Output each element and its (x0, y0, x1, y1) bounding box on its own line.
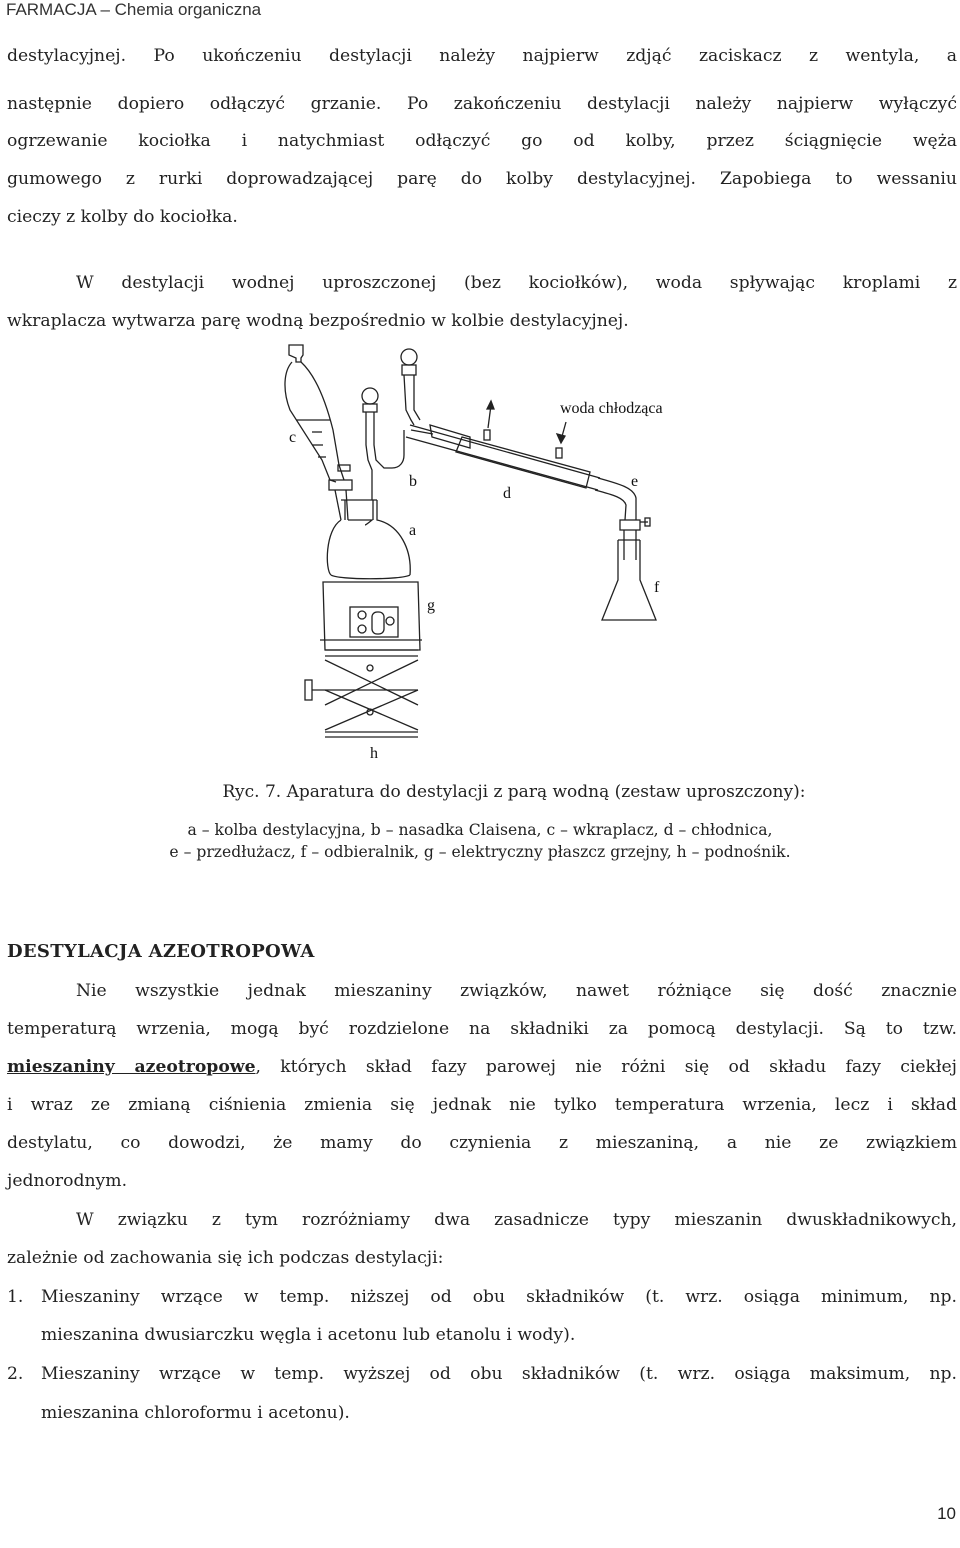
intro-line: cieczy z kolby do kociołka. (7, 207, 238, 227)
receiver-flask-drawing (602, 540, 656, 620)
list-item-text: mieszanina dwusiarczku węgla i acetonu lub etanolu i wody). (41, 1325, 576, 1345)
label-a: a (409, 522, 417, 539)
claisen-adapter-drawing (362, 349, 433, 500)
intro-line: ogrzewanie kociołka i natychmiast odłączyć go od kolby, przez ściągnięcie węża (7, 131, 957, 151)
heating-mantle-drawing (320, 575, 422, 650)
intro-line: destylacyjnej. Po ukończeniu destylacji należy najpierw zdjąć zaciskacz z wentyla, a (7, 46, 957, 66)
adapter-drawing (595, 478, 650, 560)
simplified-line: wkraplacza wytwarza parę wodną bezpośrednio w kolbie destylacyjnej. (7, 311, 629, 331)
lab-jack-drawing (305, 650, 418, 737)
paragraph-line: jednorodnym. (7, 1171, 128, 1191)
label-d: d (503, 485, 511, 502)
simplified-line: W destylacji wodnej uproszczonej (bez kociołków), woda spływając kroplami z (76, 273, 957, 293)
paragraph-line: zależnie od zachowania się ich podczas destylacji: (7, 1248, 444, 1268)
term-azeotropic-mixtures: mieszaniny azeotropowe (7, 1057, 256, 1077)
list-number: 1. (7, 1287, 24, 1307)
paragraph-line: Nie wszystkie jednak mieszaniny związków, nawet różniące się dość znacznie (76, 981, 957, 1001)
page-number: 10 (937, 1504, 956, 1523)
list-item-text: mieszanina chloroformu i acetonu). (41, 1403, 350, 1423)
intro-line: gumowego z rurki doprowadzającej parę do kolby destylacyjnej. Zapobiega to wessaniu (7, 169, 957, 189)
list-item-text: Mieszaniny wrzące w temp. niższej od obu składników (t. wrz. osiąga minimum, np. (41, 1287, 957, 1307)
label-c: c (289, 429, 297, 446)
figure-caption-title: Ryc. 7. Aparatura do destylacji z parą wodną (zestaw uproszczony): (222, 782, 806, 802)
running-header: FARMACJA – Chemia organiczna (6, 0, 262, 19)
label-b: b (409, 473, 417, 490)
section-heading: DESTYLACJA AZEOTROPOWA (7, 941, 315, 962)
paragraph-line: W związku z tym rozróżniamy dwa zasadnicze typy mieszanin dwuskładnikowych, (76, 1210, 957, 1230)
paragraph-line: destylatu, co dowodzi, że mamy do czynienia z mieszaniną, a nie ze związkiem (7, 1133, 957, 1153)
label-f: f (654, 579, 660, 596)
label-g: g (427, 597, 435, 614)
label-e: e (631, 473, 639, 490)
paragraph-line: i wraz ze zmianą ciśnienia zmienia się jednak nie tylko temperatura wrzenia, lecz i skład (7, 1095, 957, 1115)
label-cooling-water: woda chłodząca (560, 400, 663, 417)
paragraph-line-with-term: mieszaniny azeotropowe, których skład fazy parowej nie różni się od składu fazy ciekłej (7, 1057, 957, 1077)
intro-line: następnie dopiero odłączyć grzanie. Po zakończeniu destylacji należy najpierw wyłączyć (7, 94, 957, 114)
figure-caption-line: e – przedłużacz, f – odbieralnik, g – elektryczny płaszcz grzejny, h – podnośnik. (169, 843, 791, 861)
list-item-text: Mieszaniny wrzące w temp. wyższej od obu składników (t. wrz. osiąga maksimum, np. (41, 1364, 957, 1384)
paragraph-line: temperaturą wrzenia, mogą być rozdzielone na składniki za pomocą destylacji. Są to tzw. (7, 1019, 957, 1039)
label-h: h (370, 745, 378, 762)
list-number: 2. (7, 1364, 24, 1384)
figure-caption-line: a – kolba destylacyjna, b – nasadka Claisena, c – wkraplacz, d – chłodnica, (187, 821, 773, 839)
